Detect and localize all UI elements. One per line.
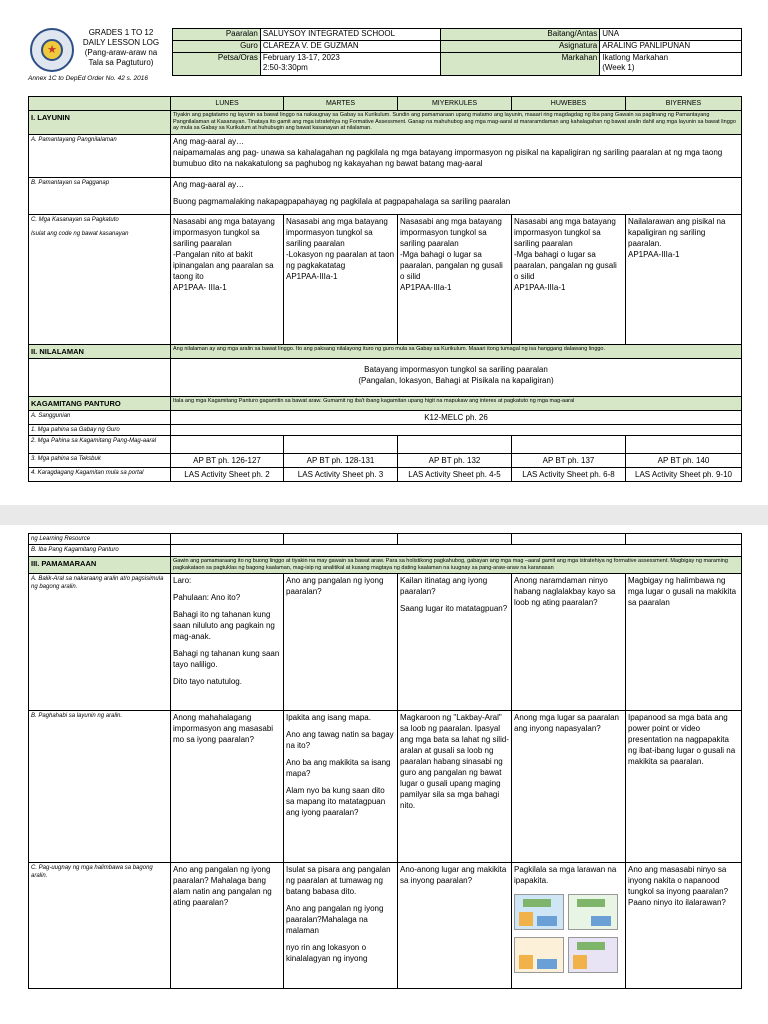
text-line: Bahagi ito ng tahanan kung saan niluluto ang pagkain ng mag-anak. [173,610,275,641]
day-miyerkules: MIYERKULES [398,97,512,111]
text-line: Paano ninyo ito ilalarawan? [628,898,726,907]
topic-title: Batayang impormasyon tungkol sa sariling paaralan [364,365,548,374]
sanggunian-value: K12-MELC ph. 26 [171,411,742,425]
kasanayan-label [29,215,171,345]
kagamitang-mag-aaral-miyerkules [398,436,512,454]
lesson-grid-page-one [28,96,742,482]
pamantayan-pagganap-label: B. Pamantayan sa Pagganap [29,178,171,215]
pag-uugnay-martes [284,863,398,989]
lr-martes [284,534,398,545]
paghahabi-huwebes [512,711,626,863]
guro-label: Guro [173,41,261,53]
nilalaman-topic [171,359,742,397]
header-info-table [172,28,742,76]
gabay-guro-label: 1. Mga pahina sa Gabay ng Guro [29,425,171,436]
balik-aral-biyernes [626,574,742,711]
pag-uugnay-miyerkules [398,863,512,989]
pag-uugnay-lunes [171,863,284,989]
nilalaman-blank [29,359,171,397]
markahan-text: Ikatlong Markahan [602,53,669,62]
kagamitang-mag-aaral-huwebes [512,436,626,454]
classroom-photo [514,894,564,930]
paghahabi-lunes [171,711,284,863]
text-line: Nasasabi ang mga batayang impormasyon tungkol sa sariling paaralan [173,217,275,248]
page-one [0,0,768,505]
kasanayan-miyerkules [398,215,512,345]
kasanayan-lunes [171,215,284,345]
teksbuk-lunes: AP BT ph. 126-127 [171,454,284,468]
iba-pang-kagamitan-value [171,545,742,557]
larawan-gallery [514,892,623,978]
asignatura-value: ARALING PANLIPUNAN [600,41,742,53]
petsa-time: 2:50-3:30pm [262,63,308,72]
paghahabi-biyernes [626,711,742,863]
text-line: Laro: [173,576,192,585]
markahan-label: Markahan [440,53,600,76]
balik-aral-lunes [171,574,284,711]
portal-lunes: LAS Activity Sheet ph. 2 [171,468,284,482]
text-line: Dito tayo natutulog. [173,677,242,686]
text-line: Ano ang pangalan ng iyong paaralan?Mahalaga na malaman [286,904,384,935]
text-line: Pagkilala sa mga larawan na ipapakita. [514,865,617,885]
kagamitang-mag-aaral-martes [284,436,398,454]
balik-aral-martes [284,574,398,711]
title-line: (Pang-araw-araw na [84,48,158,57]
day-martes: MARTES [284,97,398,111]
text-line: Ipakita ang isang mapa. [286,713,371,722]
kagamitan-label: KAGAMITANG PANTURO [29,397,171,411]
text-line: Anong mahahalagang impormasyon ang masasabi mo sa iyong paaralan? [173,713,274,744]
text-line: Anong naramdaman ninyo habang naglalakbay kayo sa loob ng ating paaralan? [514,576,616,607]
annex-note: Annex 1C to DepEd Order No. 42 s. 2016 [28,75,148,82]
petsa-label: Petsa/Oras [173,53,261,76]
canteen-photo [568,937,618,973]
balik-aral-miyerkules [398,574,512,711]
layunin-note: Tiyakin ang pagtatamo ng layunin sa bawat linggo na nakaugnay sa Gabay sa Kurikulum. Sundin ang pamamaraan upang matamo ang layunin, maaari ring magdagdag ng iba pang Gawain sa paglinang ng Pamantayang Pangnilalaman at Kasanayan. Tinataya ito gamit ang mga istratehiya ng Formative Assessment. Ganap na mahuhubog ang mga mag-aaral at mararamdaman ang kahalagahan ng bawat aralin dahil ang mga layunin sa bawat linggo ay mula sa Gabay sa Kurikulum at huhubugin ang bawat kasanayan at nilalaman. [171,111,742,135]
markahan-value [600,53,742,76]
text-line: -Pangalan nito at bakit ipinangalan ang paaralan sa taong ito [173,250,274,281]
text-line: Kailan itinatag ang iyong paaralan? [400,576,488,596]
school-building-photo [568,894,618,930]
day-biyernes: BIYERNES [626,97,742,111]
deped-seal-logo: ★ [30,28,74,72]
text-line: naipamamalas ang pag- unawa sa kahalagahan ng pagkilala ng mga batayang impormasyon ng pisikal na kapaligiran ng sariling paaralan at ng mga taong [173,148,723,157]
text-line: Ano ang pangalan ng iyong paaralan? [286,576,384,596]
baitang-value: UNA [600,29,742,41]
pag-uugnay-biyernes [626,863,742,989]
text-line: Ano ang pangalan ng iyong paaralan? Mahalaga bang alam natin ang pangalan ng ating paaralan? [173,865,272,907]
sanggunian-label: A. Sanggunian [29,411,171,425]
nilalaman-label: II. NILALAMAN [29,345,171,359]
teksbuk-huwebes: AP BT ph. 137 [512,454,626,468]
kagamitang-mag-aaral-label: 2. Mga Pahina sa Kagamitang Pang-Mag-aaral [29,436,171,454]
asignatura-label: Asignatura [440,41,600,53]
paaralan-label: Paaralan [173,29,261,41]
lr-huwebes [512,534,626,545]
lr-miyerkules [398,534,512,545]
kasanayan-huwebes [512,215,626,345]
text-line: Buong pagmamalaking nakapagpapahayag ng pagkilala at pagpapahalaga sa sariling paaralan [173,197,511,206]
label-line: Isulat ang code ng bawat kasanayan [31,231,129,237]
paaralan-value: SALUYSOY INTEGRATED SCHOOL [260,29,440,41]
day-header-row [29,97,742,111]
text-line: nyo rin ang lokasyon o kinalalagyan ng inyong [286,943,368,963]
portal-biyernes: LAS Activity Sheet ph. 9-10 [626,468,742,482]
code-line: AP1PAA-IIIa-1 [286,272,338,281]
kasanayan-martes [284,215,398,345]
iba-pang-kagamitan-label: B. Iba Pang Kagamitang Panturo [29,545,171,557]
text-line: Anong mga lugar sa paaralan ang inyong napasyalan? [514,713,619,733]
text-line: Bahagi ng tahanan kung saan tayo naliligo. [173,649,280,669]
topic-subtitle: (Pangalan, lokasyon, Bahagi at Pisikala na kapaligiran) [358,376,554,385]
label-line: C. Mga Kasanayan sa Pagkatuto [31,217,119,223]
text-line: bumubuo dito na nakakatulong sa paghubog ng kakayahan ng bawat batang mag-aaral [173,159,483,168]
petsa-value [260,53,440,76]
gabay-guro-value [171,425,742,436]
pag-uugnay-label: C. Pag-uugnay ng mga halimbawa sa bagong aralin. [29,863,171,989]
teksbuk-miyerkules: AP BT ph. 132 [398,454,512,468]
text-line: Ipapanood sa mga bata ang power point or video presentation na nagpapakita ng ibat-ibang lugar o gusali na makikita sa paaralan. [628,713,736,766]
petsa-date: February 13-17, 2023 [262,53,340,62]
pag-uugnay-huwebes [512,863,626,989]
text-line: Magbigay ng halimbawa ng mga lugar o gusali na makikita sa paaralan [628,576,737,607]
text-line: Ano ang tawag natin sa bagay na ito? [286,730,394,750]
text-line: Nasasabi ang mga batayang impormasyon tungkol sa sariling paaralan [400,217,502,248]
text-line: Pahulaan: Ano ito? [173,593,241,602]
learning-resource-label: ng Learning Resource [29,534,171,545]
text-line: -Mga bahagi o lugar sa paaralan, pangalan ng gusali o silid [514,250,617,281]
text-line: Ano ba ang makikita sa isang mapa? [286,758,391,778]
portal-huwebes: LAS Activity Sheet ph. 6-8 [512,468,626,482]
corner-cell [29,97,171,111]
portal-miyerkules: LAS Activity Sheet ph. 4-5 [398,468,512,482]
kasanayan-biyernes [626,215,742,345]
layunin-label: I. LAYUNIN [29,111,171,135]
day-lunes: LUNES [171,97,284,111]
lr-biyernes [626,534,742,545]
dll-title [70,28,172,68]
text-line: Ang mag-aaral ay… [173,137,245,146]
text-line: -Mga bahagi o lugar sa paaralan, pangalan ng gusali o silid [400,250,503,281]
code-line: AP1PAA- IIIa-1 [173,283,227,292]
balik-aral-label: A. Balik-Aral sa nakaraang aralin at/o pagsisimula ng bagong aralin. [29,574,171,711]
portal-martes: LAS Activity Sheet ph. 3 [284,468,398,482]
text-line: Alam nyo ba kung saan dito sa mapang ito matatagpuan ang iyong paaralan? [286,786,386,817]
lr-lunes [171,534,284,545]
pamamaraan-note: Gawin ang pamamaraang ito ng buong linggo at tiyakin na may gawain sa bawat araw. Para sa holistikong pagkahubog, gabayan ang mga mag –aaral gamit ang mga istratehiya ng formative assessment. Magbigay ng maraming pagkakataon sa pagtuklas ng bagong kaalaman, mag-isip ng analitikal at kusang magtaya ng dating kaalaman na iuugnay sa pang-araw-araw na karanasan [171,557,742,574]
teksbuk-label: 3. Mga pahina sa Teksbuk [29,454,171,468]
pamamaraan-label: III. PAMAMARAAN [29,557,171,574]
text-line: Isulat sa pisara ang pangalan ng paaralan at tumawag ng batang babasa dito. [286,865,391,896]
pamantayan-pagganap-text [171,178,742,215]
text-line: Saang lugar ito matatagpuan? [400,604,508,613]
pamantayang-pangnilalaman-text [171,135,742,178]
paghahabi-miyerkules [398,711,512,863]
title-line: GRADES 1 TO 12 [88,28,154,37]
baitang-label: Baitang/Antas [440,29,600,41]
kagamitang-mag-aaral-biyernes [626,436,742,454]
title-line: DAILY LESSON LOG [82,38,160,47]
page-gap [0,505,768,525]
code-line: AP1PAA-IIIa-1 [400,283,452,292]
library-photo [514,937,564,973]
text-line: Ano ang masasabi ninyo sa inyong nakita o napanood tungkol sa inyong paaralan? [628,865,729,896]
text-line: Ano-anong lugar ang makikita sa inyong paaralan? [400,865,507,885]
markahan-week: (Week 1) [602,63,635,72]
code-line: AP1PAA-IIIa-1 [514,283,566,292]
kagamitan-note: Itala ang mga Kagamitang Panturo gagamitin sa bawat araw. Gumamit ng iba't ibang kagamitan upang higit na mapukaw ang interes at pagkatuto ng mga mag-aaral [171,397,742,411]
text-line: -Lokasyon ng paaralan at taon ng pagkakatatag [286,250,395,270]
lesson-grid-page-two [28,533,742,989]
code-line: AP1PAA-IIIa-1 [628,250,680,259]
teksbuk-martes: AP BT ph. 128-131 [284,454,398,468]
kagamitang-mag-aaral-lunes [171,436,284,454]
guro-value: CLAREZA V. DE GUZMAN [260,41,440,53]
portal-label: 4. Karagdagang Kagamitan mula sa portal [29,468,171,482]
paghahabi-martes [284,711,398,863]
text-line: Magkaroon ng "Lakbay-Aral" sa loob ng paaralan. Ipasyal ang mga bata sa lahat ng silid-aralan at gusali sa loob ng paaralan habang sinasabi ng guro ang pangalan ng bawat lugar o gusali upang maging pamilyar sila sa mga bahagi nito. [400,713,509,810]
title-line: Tala sa Pagtuturo) [88,58,154,67]
page-two [0,525,768,1024]
teksbuk-biyernes: AP BT ph. 140 [626,454,742,468]
paghahabi-label: B. Paghahabi sa layunin ng aralin. [29,711,171,863]
nilalaman-note: Ang nilalaman ay ang mga aralin sa bawat linggo. Ito ang paksang nilalayong ituro ng guro mula sa Gabay sa Kurikulum. Maaari itong tumagal ng isa hanggang dalawang linggo. [171,345,742,359]
text-line: Ang mag-aaral ay… [173,180,245,189]
text-line: Nasasabi ang mga batayang impormasyon tungkol sa sariling paaralan [286,217,388,248]
balik-aral-huwebes [512,574,626,711]
text-line: Nasasabi ang mga batayang impormasyon tungkol sa sariling paaralan [514,217,616,248]
pamantayang-pangnilalaman-label: A. Pamantayang Pangnilalaman [29,135,171,178]
day-huwebes: HUWEBES [512,97,626,111]
text-line: Nailalarawan ang pisikal na kapaligiran ng sariling paaralan. [628,217,726,248]
